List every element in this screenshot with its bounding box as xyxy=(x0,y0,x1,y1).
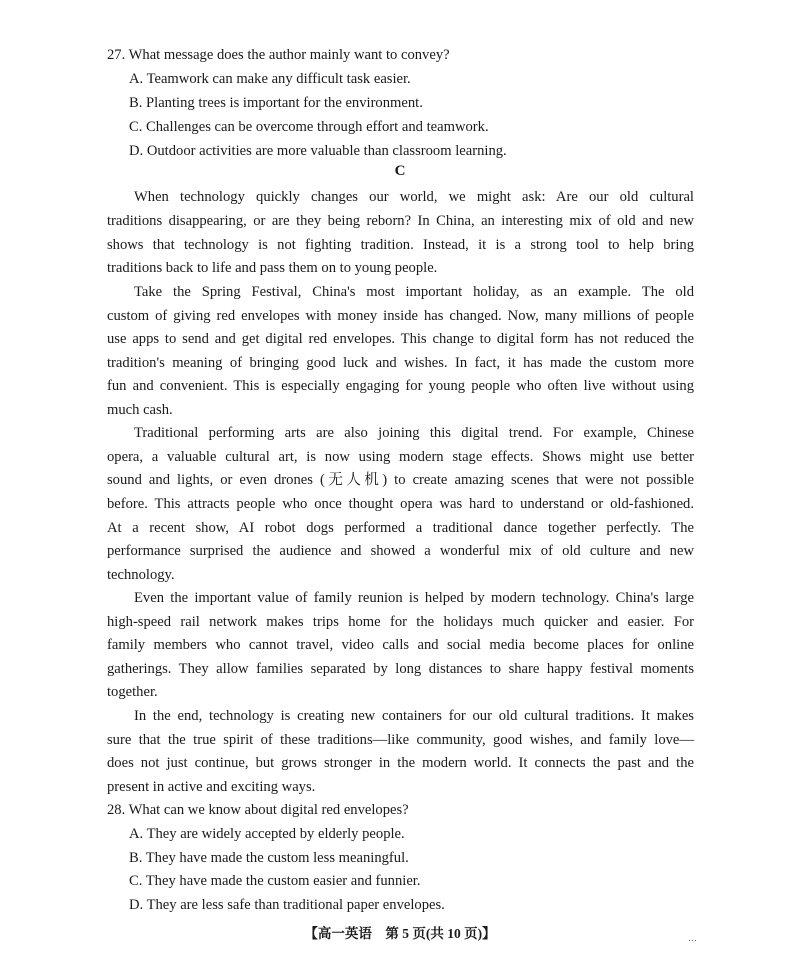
passage-line: At a recent show, AI robot dogs performed a traditional dance together perfectly. The xyxy=(107,520,694,536)
passage-line: fun and convenient. This is especially engaging for young people who often live without using xyxy=(107,378,694,394)
corner-mark: … xyxy=(688,933,697,943)
passage-line: gatherings. They allow families separated by long distances to share happy festival moments xyxy=(107,661,694,677)
passage-line: use apps to send and get digital red envelopes. This change to digital form has not reduced the xyxy=(107,331,694,347)
q27-option-b: B. Planting trees is important for the environment. xyxy=(129,95,423,111)
passage-line: sound and lights, or even drones (无人机) to create amazing scenes that were not possible xyxy=(107,472,694,488)
q27-option-a: A. Teamwork can make any difficult task easier. xyxy=(129,71,411,87)
q27-stem: 27. What message does the author mainly want to convey? xyxy=(107,47,450,63)
passage-line: high-speed rail network makes trips home for the holidays much quicker and easier. For xyxy=(107,614,694,630)
q27-option-d: D. Outdoor activities are more valuable than classroom learning. xyxy=(129,143,507,159)
passage-line: Traditional performing arts are also joining this digital trend. For example, Chinese xyxy=(134,425,694,441)
passage-line: Take the Spring Festival, China's most important holiday, as an example. The old xyxy=(134,284,694,300)
passage-line: sure that the true spirit of these traditions—like community, good wishes, and family love— xyxy=(107,732,694,748)
page-footer: 【高一英语 第 5 页(共 10 页)】 xyxy=(304,926,496,941)
passage-line: In the end, technology is creating new containers for our old cultural traditions. It makes xyxy=(134,708,694,724)
passage-line: shows that technology is not fighting tradition. Instead, it is a strong tool to help bring xyxy=(107,237,694,253)
passage-line: before. This attracts people who once thought opera was hard to understand or old-fashioned. xyxy=(107,496,694,512)
passage-heading: C xyxy=(394,163,406,179)
passage-line: family members who cannot travel, video calls and social media become places for online xyxy=(107,637,694,653)
passage-line: opera, a valuable cultural art, is now using modern stage effects. Shows might use better xyxy=(107,449,694,465)
passage-line: technology. xyxy=(107,567,175,583)
q28-option-d: D. They are less safe than traditional paper envelopes. xyxy=(129,897,445,913)
q28-option-b: B. They have made the custom less meaningful. xyxy=(129,850,409,866)
passage-line: together. xyxy=(107,684,158,700)
passage-line: does not just continue, but grows stronger in the modern world. It connects the past and the xyxy=(107,755,694,771)
q27-option-c: C. Challenges can be overcome through effort and teamwork. xyxy=(129,119,489,135)
passage-line: performance surprised the audience and showed a wonderful mix of old culture and new xyxy=(107,543,694,559)
passage-line: traditions disappearing, or are they being reborn? In China, an interesting mix of old and new xyxy=(107,213,694,229)
q28-stem: 28. What can we know about digital red envelopes? xyxy=(107,802,409,818)
passage-line: much cash. xyxy=(107,402,173,418)
passage-line: traditions back to life and pass them on to young people. xyxy=(107,260,438,276)
q28-option-a: A. They are widely accepted by elderly people. xyxy=(129,826,405,842)
passage-line: Even the important value of family reunion is helped by modern technology. China's large xyxy=(134,590,694,606)
passage-line: present in active and exciting ways. xyxy=(107,779,316,795)
passage-line: custom of giving red envelopes with money inside has changed. Now, many millions of people xyxy=(107,308,694,324)
passage-line: tradition's meaning of bringing good luck and wishes. In fact, it has made the custom more xyxy=(107,355,694,371)
q28-option-c: C. They have made the custom easier and funnier. xyxy=(129,873,421,889)
passage-line: When technology quickly changes our world, we might ask: Are our old cultural xyxy=(134,189,694,205)
